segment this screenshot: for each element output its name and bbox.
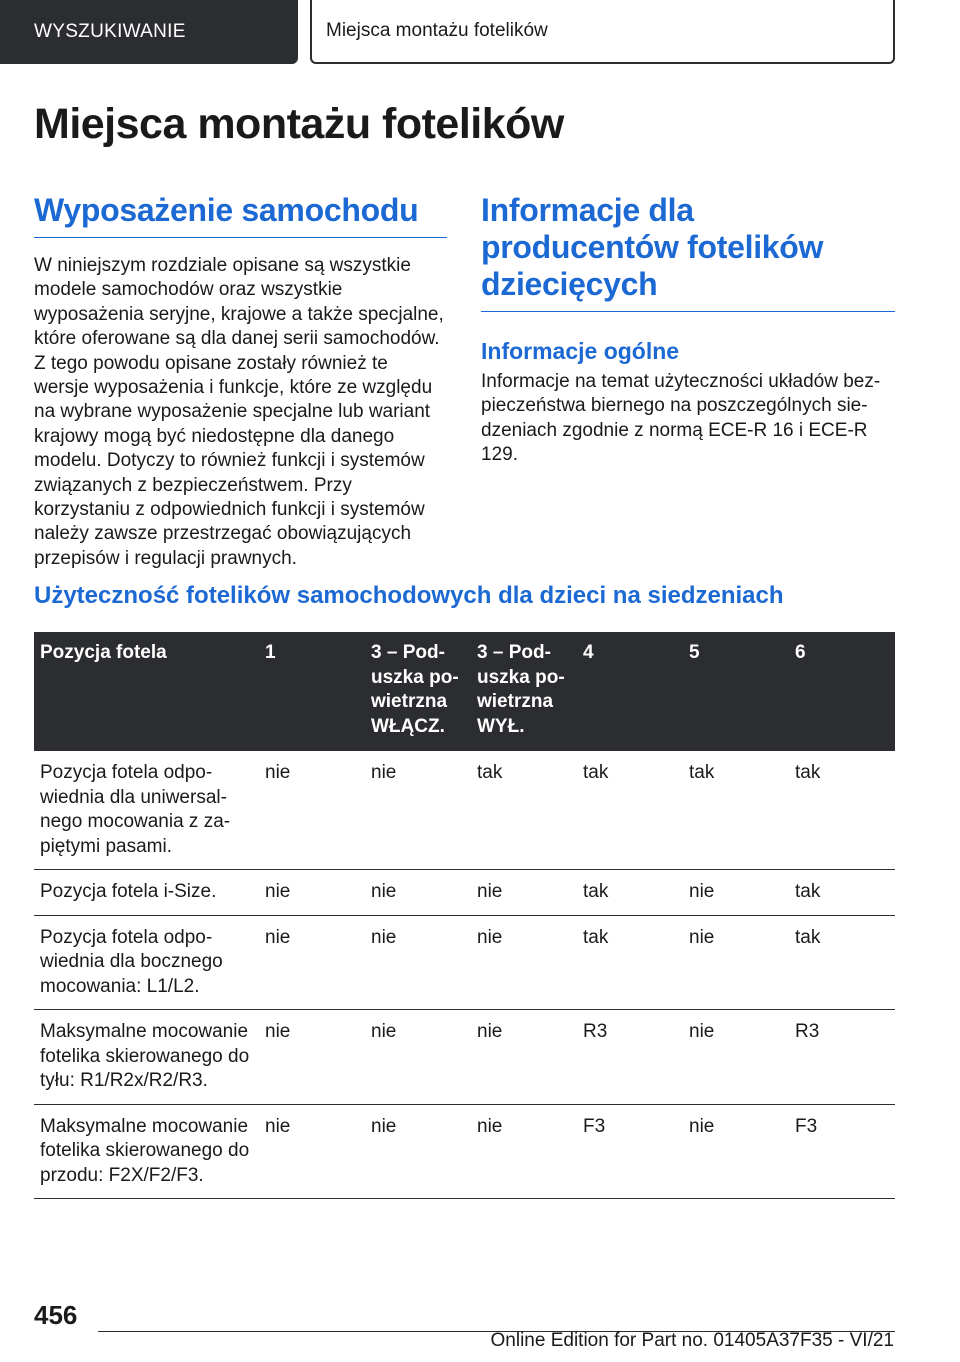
table-cell: tak (577, 870, 683, 916)
table-cell: nie (683, 915, 789, 1010)
table-cell: Pozycja fotela odpowiednia dla uniwersalnego mocowania z zapiętymi pasami. (34, 751, 259, 870)
table-cell: nie (259, 915, 365, 1010)
table-row (34, 915, 895, 1010)
table-cell: nie (365, 1010, 471, 1105)
section-heading-equipment: Wyposażenie samochodu (34, 192, 447, 238)
table-row (34, 1104, 895, 1199)
table-cell: tak (471, 751, 577, 870)
table-cell: nie (365, 870, 471, 916)
table-cell: nie (471, 915, 577, 1010)
table-cell: Pozycja fotela odpowiednia dla bocznego mocowania: L1/L2. (34, 915, 259, 1010)
table-cell: nie (683, 870, 789, 916)
header-cell: 5 (683, 632, 789, 751)
equipment-text: W niniejszym rozdziale opisane są wszystkie modele samochodów oraz wszystkie wyposażenia seryjne, krajowe a także specjalne, które oferowane są dla danej serii samochodów. Z tego powodu opisane zostały również te wersje wyposażenia i funkcje, które ze względu na wybrane wyposażenie specjalne lub wariant krajowy mogą być niedostępne dla danego modelu. Dotyczy to również funkcji i systemów związanych z bezpieczeństwem. Przy korzystaniu z odpowiednich funkcji i systemów należy zawsze przestrzegać obowiązujących przepisów i regulacji prawnych. (34, 255, 444, 569)
table-cell: nie (259, 1010, 365, 1105)
table-cell: Maksymalne mocowanie fotelika skierowanego do przodu: F2X/F2/F3. (34, 1104, 259, 1199)
table-cell: nie (471, 1010, 577, 1105)
page-number: 456 (34, 1300, 78, 1330)
header-cell: 6 (789, 632, 895, 751)
table-cell: nie (259, 1104, 365, 1199)
edition-footer: Online Edition for Part no. 01405A37F35 - VI/21 (490, 1330, 894, 1351)
table-cell: nie (365, 915, 471, 1010)
table-cell: nie (683, 1010, 789, 1105)
table-cell: tak (789, 870, 895, 916)
seat-suitability-table (34, 632, 895, 1199)
table-header-row (34, 632, 895, 751)
table-cell: R3 (577, 1010, 683, 1105)
table-cell: R3 (789, 1010, 895, 1105)
table-cell: nie (259, 870, 365, 916)
table-heading: Użyteczność fotelików samochodowych dla dzieci na siedzeniach (34, 582, 784, 609)
table-cell: nie (471, 1104, 577, 1199)
table-cell: tak (577, 915, 683, 1010)
table-cell: nie (259, 751, 365, 870)
table-cell: nie (365, 751, 471, 870)
header-cell: 4 (577, 632, 683, 751)
header-cell: 3 – Poduszka powietrzna WŁĄCZ. (365, 632, 471, 751)
table-cell: Pozycja fotela i-Size. (34, 870, 259, 916)
table-cell: F3 (789, 1104, 895, 1199)
header-cell: 1 (259, 632, 365, 751)
table-row (34, 870, 895, 916)
table-cell: tak (789, 751, 895, 870)
table-cell: nie (471, 870, 577, 916)
general-info-text: Informacje na temat użyteczności układów bezpieczeństwa biernego na poszczególnych siedzeniach zgodnie z normą ECE-R 16 i ECE-R 129. (481, 371, 881, 466)
section-heading-manufacturers: Informacje dla producentów fotelików dziecięcych (481, 192, 895, 312)
subheading-general-info: Informacje ogólne (481, 338, 680, 364)
table-row (34, 1010, 895, 1105)
table-cell: F3 (577, 1104, 683, 1199)
page-title: Miejsca montażu fotelików (34, 100, 564, 148)
table-cell: tak (683, 751, 789, 870)
breadcrumb[interactable]: Miejsca montażu fotelików (310, 0, 895, 64)
table-cell: tak (789, 915, 895, 1010)
right-column (481, 192, 895, 468)
table-cell: nie (365, 1104, 471, 1199)
header-cell: 3 – Poduszka powietrzna WYŁ. (471, 632, 577, 751)
table-cell: nie (683, 1104, 789, 1199)
header-cell: Pozycja fotela (34, 632, 259, 751)
table-cell: Maksymalne mocowanie fotelika skierowanego do tyłu: R1/R2x/R2/R3. (34, 1010, 259, 1105)
left-column (34, 192, 447, 571)
table-cell: tak (577, 751, 683, 870)
table-row (34, 751, 895, 870)
search-tab[interactable]: WYSZUKIWANIE (0, 0, 298, 64)
